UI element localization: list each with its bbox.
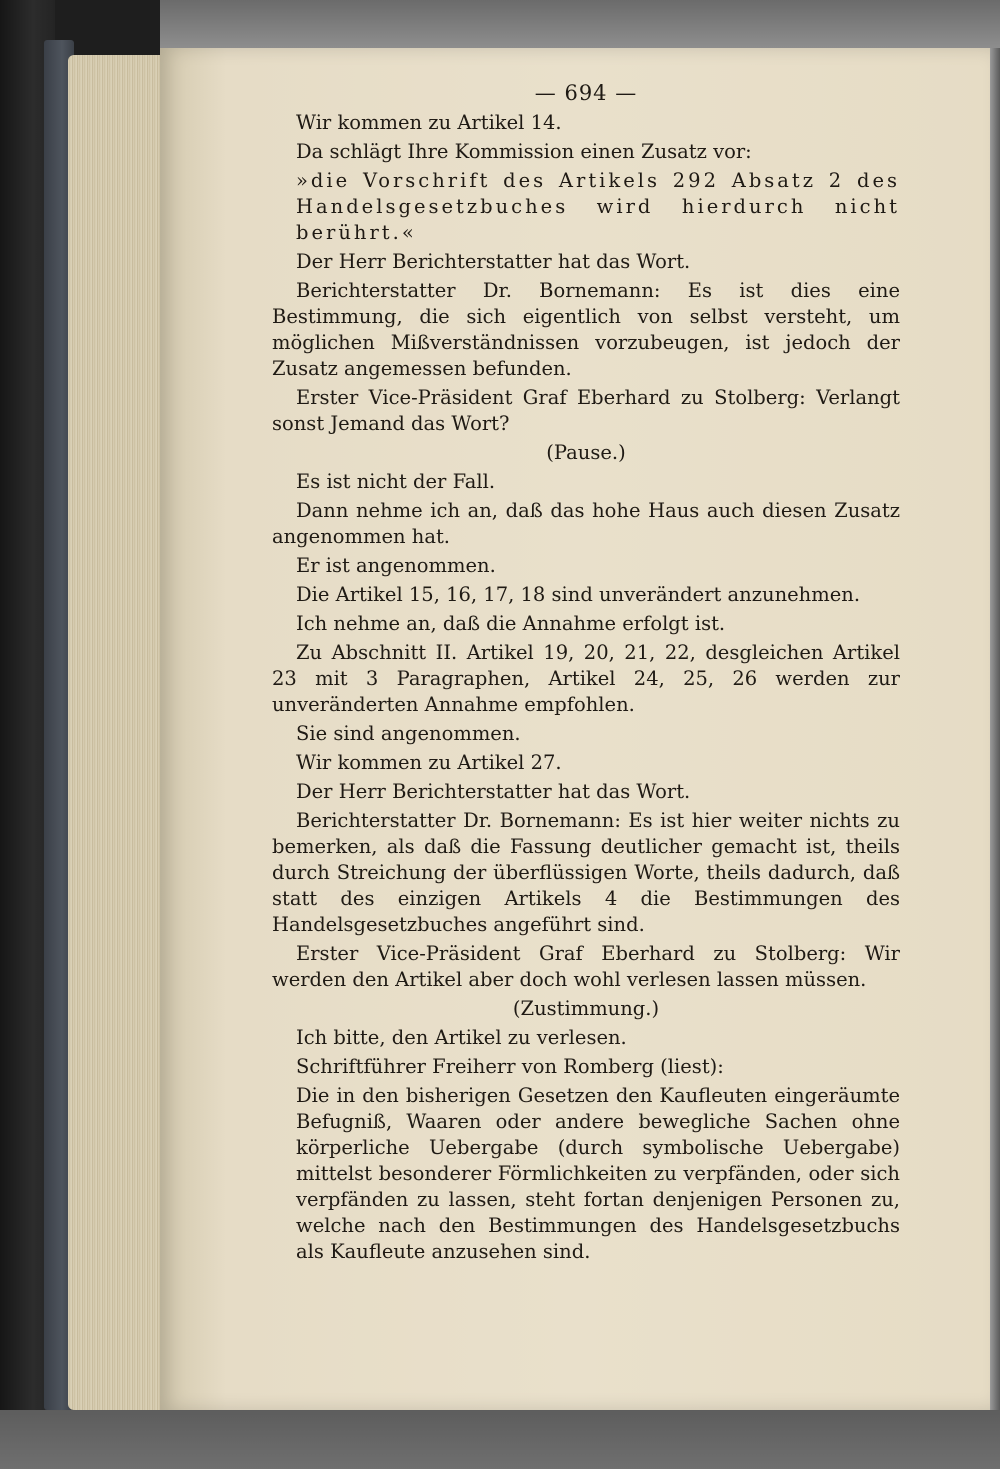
paragraph: Der Herr Berichterstatter hat das Wort. xyxy=(296,780,691,803)
scan-background-top xyxy=(160,0,1000,50)
paragraph: Berichterstatter Dr. Bornemann: Es ist dies eine Bestimmung, die sich eigentlich von selbst versteht, um möglichen Mißverständnissen vorzubeugen, ist jedoch der Zusatz angemessen befunden. xyxy=(272,279,900,380)
scan-background-bottom xyxy=(0,1410,1000,1469)
quoted-paragraph: »die Vorschrift des Artikels 292 Absatz 2 des Handelsgesetzbuches wird hierdurch nicht berührt.« xyxy=(296,169,900,244)
paragraph: Schriftführer Freiherr von Romberg (liest): xyxy=(296,1055,724,1078)
stage-note: (Pause.) xyxy=(546,441,626,464)
paragraph: Berichterstatter Dr. Bornemann: Es ist hier weiter nichts zu bemerken, als daß die Fassung deutlicher gemacht ist, theils durch Streichung der überflüssigen Worte, theils dadurch, daß statt des einzigen Artikels 4 die Bestimmungen des Handelsgesetzbuches angeführt sind. xyxy=(272,809,900,936)
paragraph: Erster Vice-Präsident Graf Eberhard zu Stolberg: Verlangt sonst Jemand das Wort? xyxy=(272,386,900,435)
paragraph: Dann nehme ich an, daß das hohe Haus auch diesen Zusatz angenommen hat. xyxy=(272,499,900,548)
paragraph: Ich bitte, den Artikel zu verlesen. xyxy=(296,1026,627,1049)
read-out-article-text: Die in den bisherigen Gesetzen den Kaufleuten eingeräumte Befugniß, Waaren oder andere bewegliche Sachen ohne körperliche Uebergabe (durch symbolische Uebergabe) mittelst besonderer Förmlichkeiten zu verpfänden, oder sich verpfänden zu lassen, steht fortan denjenigen Personen zu, welche nach den Bestimmungen des Handelsgesetzbuchs als Kaufleute anzusehen sind. xyxy=(296,1084,900,1263)
page-number: — 694 — xyxy=(534,81,638,105)
paragraph: Da schlägt Ihre Kommission einen Zusatz vor: xyxy=(296,140,752,163)
scan-background-right xyxy=(990,48,1000,1410)
paragraph: Zu Abschnitt II. Artikel 19, 20, 21, 22, desgleichen Artikel 23 mit 3 Paragraphen, Artikel 24, 25, 26 werden zur unveränderten Annahme empfohlen. xyxy=(272,641,900,716)
page-text xyxy=(272,80,900,1268)
paragraph: Wir kommen zu Artikel 14. xyxy=(296,111,562,134)
paragraph: Die Artikel 15, 16, 17, 18 sind unverändert anzunehmen. xyxy=(296,583,861,606)
paragraph: Sie sind angenommen. xyxy=(296,722,521,745)
paragraph: Erster Vice-Präsident Graf Eberhard zu Stolberg: Wir werden den Artikel aber doch wohl verlesen lassen müssen. xyxy=(272,942,900,991)
paragraph: Es ist nicht der Fall. xyxy=(296,470,496,493)
paragraph: Wir kommen zu Artikel 27. xyxy=(296,751,562,774)
paragraph: Ich nehme an, daß die Annahme erfolgt ist. xyxy=(296,612,726,635)
stage-note: (Zustimmung.) xyxy=(512,997,660,1020)
paragraph: Der Herr Berichterstatter hat das Wort. xyxy=(296,250,691,273)
paragraph: Er ist angenommen. xyxy=(296,554,496,577)
